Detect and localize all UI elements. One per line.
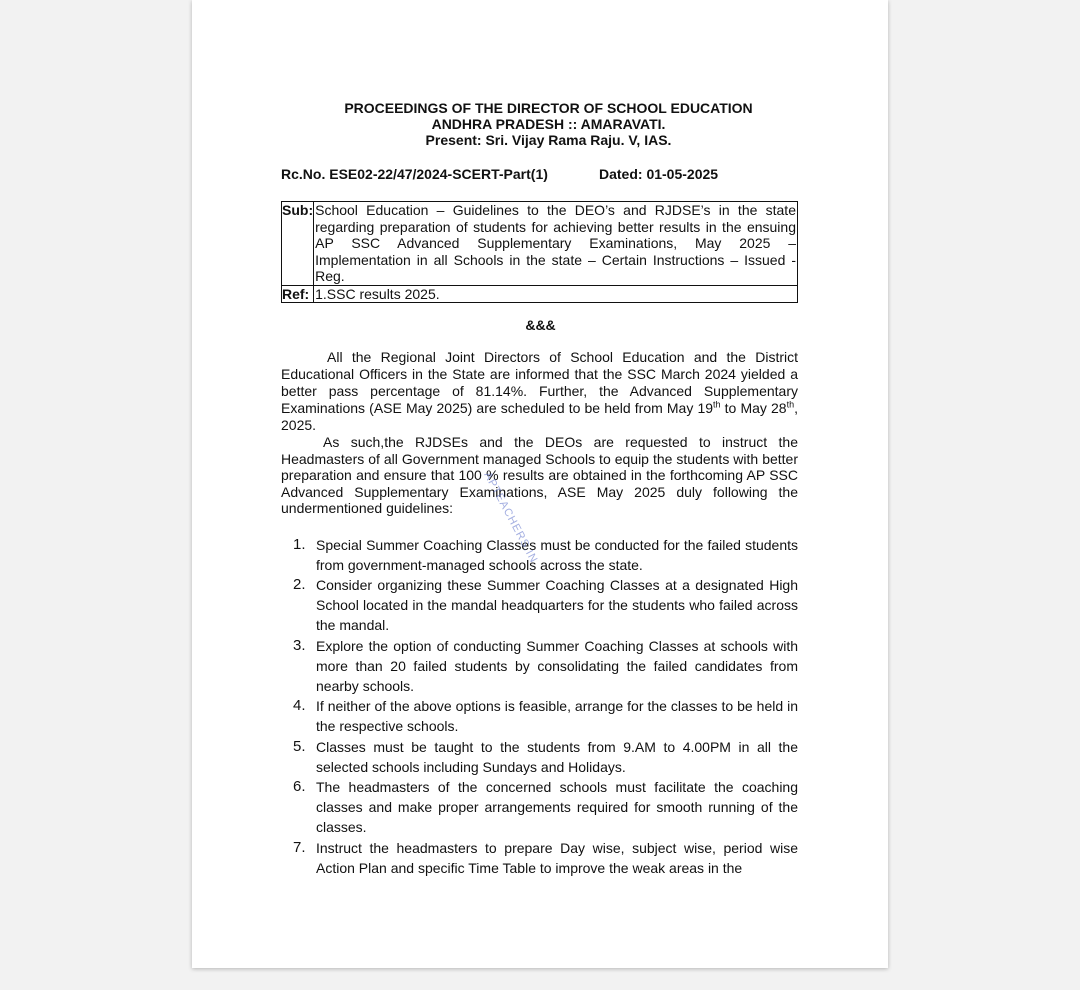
reference-line (281, 166, 798, 182)
item-number: 1. (293, 535, 306, 553)
list-item (281, 838, 798, 878)
reference-label: Ref: (282, 285, 314, 303)
item-number: 6. (293, 777, 306, 795)
paragraph-1-part-2: to May 28 (720, 400, 787, 416)
proceedings-heading (299, 100, 798, 148)
subject-row (282, 202, 798, 286)
guidelines-list (281, 535, 798, 878)
list-item (281, 777, 798, 838)
document-content (281, 100, 798, 878)
item-number: 2. (293, 575, 306, 593)
paragraph-1-part-1: All the Regional Joint Directors of School Education and the District Educational Officers in the State are informed that the SSC March 2024 yielded a better pass percentage of 81.14%. Further, the Advanced Supplementary Examinations (ASE May 2025) are scheduled to be held from May 19 (281, 349, 798, 416)
item-text: Special Summer Coaching Classes must be conducted for the failed students from government-managed schools across the state. (316, 536, 798, 573)
item-text: Consider organizing these Summer Coaching Classes at a designated High School located in the mandal headquarters for the students who failed across the mandal. (316, 576, 798, 634)
rc-number: Rc.No. ESE02-22/47/2024-SCERT-Part(1) (281, 166, 548, 182)
subject-reference-table (281, 201, 798, 303)
separator: &&& (525, 317, 556, 333)
list-item (281, 535, 798, 575)
reference-text: 1.SSC results 2025. (314, 285, 798, 303)
subject-label: Sub: (282, 202, 314, 286)
item-number: 4. (293, 697, 306, 715)
item-number: 5. (293, 737, 306, 755)
list-item (281, 636, 798, 697)
heading-line-3: Present: Sri. Vijay Rama Raju. V, IAS. (425, 132, 672, 148)
item-number: 3. (293, 636, 306, 654)
document-page (192, 0, 888, 968)
dated: Dated: 01-05-2025 (599, 166, 719, 182)
paragraph-2: As such,the RJDSEs and the DEOs are requested to instruct the Headmasters of all Government managed Schools to equip the students with better preparation and ensure that 100 % results are obtained in the forthcoming AP SSC Advanced Supplementary Examinations, ASE May 2025 duly following the undermentioned guidelines: (281, 434, 798, 516)
heading-line-1: PROCEEDINGS OF THE DIRECTOR OF SCHOOL EDUCATION (344, 100, 753, 116)
item-text: Instruct the headmasters to prepare Day wise, subject wise, period wise Action Plan and specific Time Table to improve the weak areas in the (316, 839, 798, 876)
item-text: If neither of the above options is feasible, arrange for the classes to be held in the respective schools. (316, 698, 798, 735)
list-item (281, 575, 798, 636)
superscript-2: th (786, 399, 795, 410)
subject-text: School Education – Guidelines to the DEO’s and RJDSE’s in the state regarding preparation of students for achieving better results in the ensuing AP SSC Advanced Supplementary Examinations, May 2025 – Implementation in all Schools in the state – Certain Instructions – Issued -Reg. (315, 202, 796, 284)
item-text: Classes must be taught to the students from 9.AM to 4.00PM in all the selected schools including Sundays and Holidays. (316, 738, 798, 775)
paragraph-1-part-3: , 2025. (281, 400, 798, 433)
paragraph-1 (281, 349, 798, 434)
reference-row (282, 285, 798, 303)
item-text: The headmasters of the concerned schools must facilitate the coaching classes and make proper arrangements required for smooth running of the classes. (316, 778, 798, 836)
item-text: Explore the option of conducting Summer Coaching Classes at schools with more than 20 failed students by consolidating the failed candidates from nearby schools. (316, 637, 798, 694)
watermark: APTEACHERS.IN (481, 470, 540, 566)
list-item (281, 737, 798, 777)
superscript-1: th (713, 399, 721, 410)
item-number: 7. (293, 838, 306, 856)
heading-line-2: ANDHRA PRADESH :: AMARAVATI. (431, 116, 666, 132)
list-item (281, 696, 798, 736)
